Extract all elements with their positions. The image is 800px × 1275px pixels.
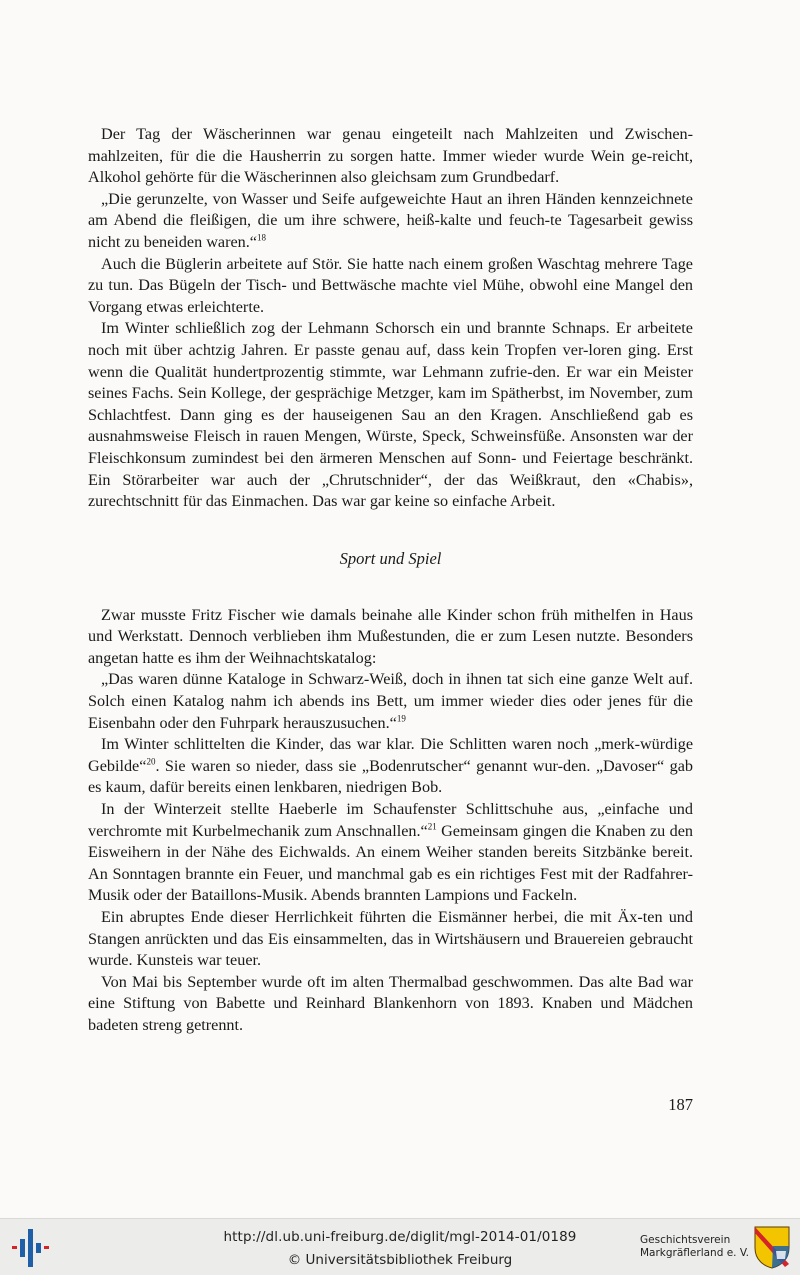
footnote-ref-20[interactable]: 20	[146, 756, 156, 767]
schlitten-text-b: . Sie waren so nieder, dass sie „Bodenrutscher“ genannt wur-den. „Davoser“ gab es kaum, dafür bereits einen lenkbaren, niedrigen Bob.	[88, 756, 693, 797]
paragraph-lehmann: Im Winter schließlich zog der Lehmann Schorsch ein und brannte Schnaps. Er arbeitete noch mit über achtzig Jahren. Er passte genau auf, dass kein Tropfen ver-loren ging. Erst wenn die Qualität hundertprozentig stimmte, war Lehmann zufrie-den. Er war ein Meister seines Fachs. Sein Kollege, der gesprächige Metzger, kam im Spätherbst, im November, zum Schlachtfest. Dann ging es der hauseigenen Sau an den Kragen. Anschließend gab es ausnahmsweise Fleisch in rauen Mengen, Würste, Speck, Schweinsfüße. Ansonsten war der Fleischkonsum zumindest bei den ärmeren Menschen auf Sonn- und Feiertage beschränkt. Ein Störarbeiter war auch der „Chrutschnider“, der das Weißkraut, den «Chabis», zurechtschnitt für das Einmachen. Das war gar keine so einfache Arbeit.	[88, 319, 693, 511]
viewer-footer	[0, 1218, 800, 1275]
winterzeit-text-b: Gemeinsam gingen die Knaben zu den Eisweihern in der Nähe des Eichwalds. An einem Weiher standen bereits Sitzbänke bereit. An Sonntagen brannte ein Feuer, und manchmal gab es ein richtiges Fest mit der Radfahrer-Musik oder der Bataillons-Musik. Abends brannten Lampions und Fackeln.	[88, 821, 693, 905]
quote-katalog-text: „Das waren dünne Kataloge in Schwarz-Weiß, doch in ihnen tat sich eine ganze Welt auf. Solch einen Katalog nahm ich abends ins Bett, um immer wieder dies oder jenes für die Eisenbahn oder den Fuhrpark herauszusuchen.“	[88, 670, 693, 732]
organization-name	[640, 1234, 752, 1260]
ub-freiburg-logo-icon[interactable]	[10, 1225, 54, 1269]
schlitten-text-a: Im Winter schlittelten die Kinder, das war klar. Die Schlitten waren noch „merk-würdige Gebilde“	[88, 735, 693, 775]
paragraph-quote-haut	[88, 189, 693, 254]
paragraph-thermalbad: Von Mai bis September wurde oft im alten Thermalbad geschwommen. Das alte Bad war eine Stiftung von Babette und Reinhard Blankenhorn von 1893. Knaben und Mädchen badeten streng getrennt.	[88, 972, 693, 1034]
paragraph-bueglerin: Auch die Büglerin arbeitete auf Stör. Sie hatte nach einem großen Waschtag mehrere Tage zu tun. Das Bügeln der Tisch- und Bettwäsche machte viel Mühe, obwohl eine Mangel den Vorgang etwas erleichterte.	[88, 254, 693, 316]
permalink-url[interactable]: http://dl.ub.uni-freiburg.de/diglit/mgl-2014-01/0189	[223, 1229, 577, 1245]
organization-line-2: Markgräflerland e. V.	[640, 1247, 750, 1259]
coat-of-arms-icon[interactable]	[752, 1224, 792, 1270]
paragraph-quote-katalog	[88, 669, 693, 734]
body-text	[88, 124, 693, 1037]
footnote-ref-19[interactable]: 19	[396, 713, 406, 724]
paragraph-eismaenner: Ein abruptes Ende dieser Herrlichkeit führten die Eismänner herbei, die mit Äx-ten und Stangen anrückten und das Eis einsammelten, das in Wirtshäusern und Brauereien gebraucht wurde. Kunsteis war teuer.	[88, 908, 693, 970]
section-heading: Sport und Spiel	[339, 548, 442, 568]
page-number: 187	[668, 1095, 693, 1114]
quote-haut-text: „Die gerunzelte, von Wasser und Seife aufgeweichte Haut an ihren Händen kennzeichnete am Abend die fleißigen, die um ihre schwere, heiß-kalte und feuch-te Tagesarbeit gewiss nicht zu beneiden waren.“	[88, 189, 693, 251]
paragraph-fischer: Zwar musste Fritz Fischer wie damals beinahe alle Kinder schon früh mithelfen in Haus und Werkstatt. Dennoch verblieben ihm Mußestunden, die er zum Lesen nutzte. Besonders angetan hatte es ihm der Weihnachtskatalog:	[88, 605, 693, 667]
paragraph-winterzeit	[88, 799, 693, 907]
winterzeit-text-a: In der Winterzeit stellte Haeberle im Schaufenster Schlittschuhe aus, „einfache und verchromte mit Kurbelmechanik zum Anschnallen.“	[88, 800, 693, 840]
paragraph-waescherinnen: Der Tag der Wäscherinnen war genau eingeteilt nach Mahlzeiten und Zwischen-mahlzeiten, für die die Hausherrin zu sorgen hatte. Immer wieder wurde Wein ge-reicht, Alkohol gehörte für die Wäscherinnen also gleichsam zum Grundbedarf.	[88, 125, 693, 187]
copyright-notice: © Universitätsbibliothek Freiburg	[287, 1252, 513, 1268]
footnote-ref-21[interactable]: 21	[427, 821, 437, 832]
footnote-ref-18[interactable]: 18	[257, 232, 266, 243]
organization-line-1: Geschichtsverein	[640, 1234, 731, 1246]
paragraph-schlitten	[88, 734, 693, 799]
